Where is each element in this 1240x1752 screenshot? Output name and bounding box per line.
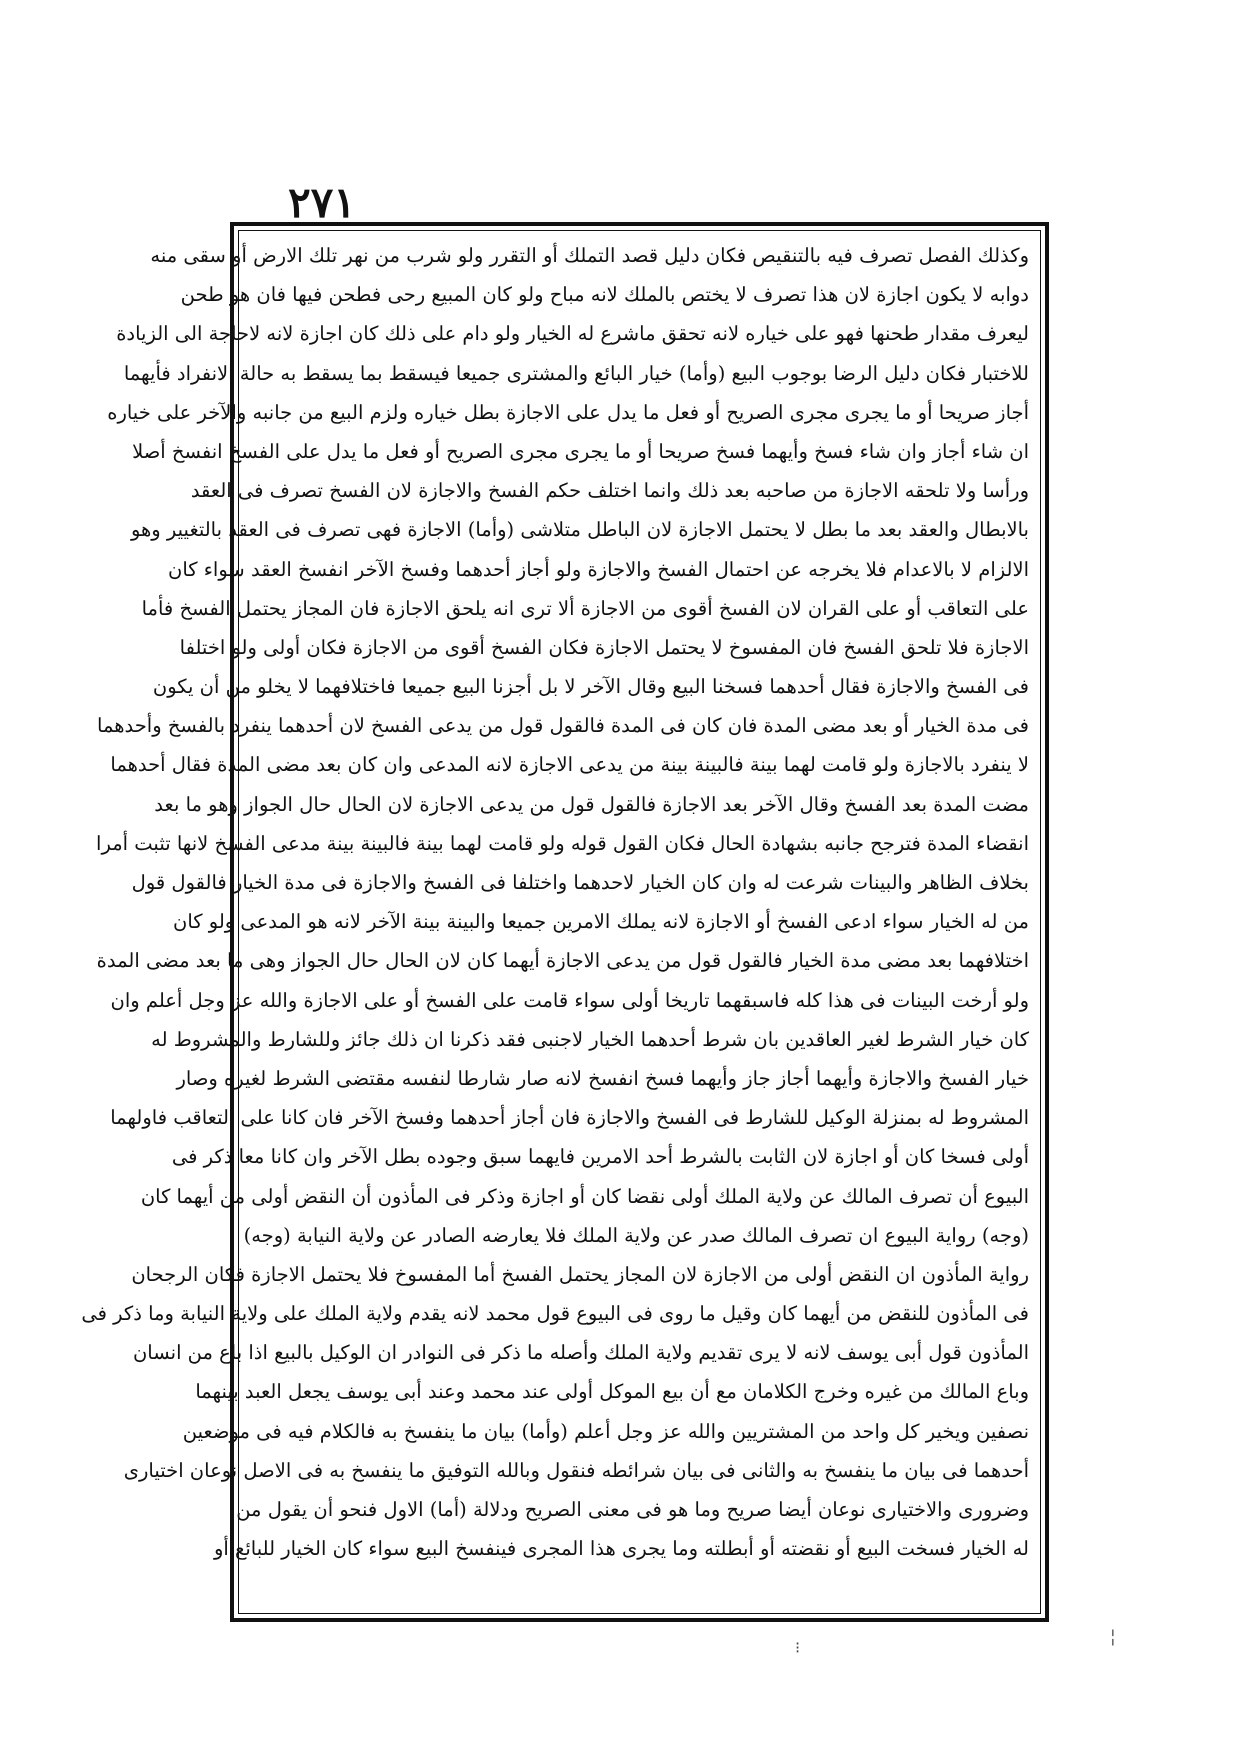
text-line: ورأسا ولا تلحقه الاجازة من صاحبه بعد ذلك وانما اختلف حكم الفسخ والاجازة لان الفسخ تصرف فى العقد [190, 479, 1029, 503]
text-line: الاجازة فلا تلحق الفسخ فان المفسوخ لا يحتمل الاجازة فكان الفسخ أقوى من الاجازة فكان أولى ولو اختلفا [179, 635, 1029, 659]
text-line: لا ينفرد بالاجازة ولو قامت لهما بينة فالبينة بينة من يدعى الاجازة لانه المدعى وان كان بعد مضى المدة فقال أحدهما [110, 753, 1029, 777]
text-line: أجاز صريحا أو ما يجرى مجرى الصريح أو فعل ما يدل على الاجازة بطل خياره ولزم البيع من جانبه والآخر على خياره [107, 400, 1029, 424]
text-line: البيوع أن تصرف المالك عن ولاية الملك أولى نقضا كان أو اجازة وذكر فى المأذون أن النقض أولى من أيهما كان [140, 1184, 1029, 1208]
text-line: كان خيار الشرط لغير العاقدين بان شرط أحدهما الخيار لاجنبى فقد ذكرنا ان ذلك جائز وللشارط والمشروط له [151, 1027, 1029, 1051]
text-line: ان شاء أجاز وان شاء فسخ وأيهما فسخ صريحا أو ما يجرى مجرى الصريح أو فعل ما يدل على الفسخ انفسخ أصلا [132, 439, 1029, 463]
text-line: دوابه لا يكون اجازة لان هذا تصرف لا يختص بالملك لانه مباح ولو كان المبيع رحى فطحن فيها فان هو طحن [180, 283, 1029, 307]
text-line: فى الفسخ والاجازة فقال أحدهما فسخنا البيع وقال الآخر لا بل أجزنا البيع جميعا فاختلافهما لا يخلو من أن يكون [152, 675, 1029, 699]
text-line: نصفين ويخير كل واحد من المشتريين والله عز وجل أعلم (وأما) بيان ما ينفسخ به فالكلام فيه فى موضعين [182, 1419, 1029, 1443]
text-line: أحدهما فى بيان ما ينفسخ به والثانى فى بيان شرائطه فنقول وبالله التوفيق ما ينفسخ به فى الاصل نوعان اختيارى [123, 1458, 1029, 1482]
text-line: وضرورى والاختيارى نوعان أيضا صريح وما هو فى معنى الصريح ودلالة (أما) الاول فنحو أن يقول من [236, 1498, 1029, 1521]
text-line: مضت المدة بعد الفسخ وقال الآخر بعد الاجازة فالقول قول من يدعى الاجازة لان الحال حال الجواز وهو ما بعد [154, 792, 1029, 816]
text-line: انقضاء المدة فترجح جانبه بشهادة الحال فكان القول قوله ولو قامت لهما بينة فالبينة بينة مدعى الفسخ لانها تثبت أمرا [96, 831, 1029, 855]
scan-speck: ⁝ [795, 1638, 801, 1657]
text-line: اختلافهما بعد مضى مدة الخيار فالقول قول من يدعى الاجازة أيهما كان لان الحال حال الجواز وهى ما بعد مضى المدة [96, 949, 1029, 973]
text-line: الالزام لا بالاعدام فلا يخرجه عن احتمال الفسخ والاجازة ولو أجاز أحدهما وفسخ الآخر انفسخ العقد سواء كان [168, 557, 1029, 581]
text-line: وباع المالك من غيره وخرج الكلامان مع أن بيع الموكل أولى عند محمد وعند أبى يوسف يجعل العبد بينهما [195, 1380, 1029, 1404]
text-line: بخلاف الظاهر والبينات شرعت له وان كان الخيار لاحدهما واختلفا فى الفسخ والاجازة فى مدة الخيار فالقول قول [131, 871, 1029, 894]
text-line: المأذون قول أبى يوسف لانه لا يرى تقديم ولاية الملك وأصله ما ذكر فى النوادر ان الوكيل بالبيع اذا باع من انسان [132, 1341, 1029, 1365]
text-line: أولى فسخا كان أو اجازة لان الثابت بالشرط أحد الامرين فايهما سبق وجوده بطل الآخر وان كانا معا ذكر فى [171, 1145, 1029, 1169]
text-line: رواية المأذون ان النقض أولى من الاجازة لان المجاز يحتمل الفسخ أما المفسوخ فلا يحتمل الاجازة فكان الرجحان [131, 1262, 1029, 1286]
page-body [81, 236, 1029, 1608]
scan-speck: ╎ [1108, 1628, 1118, 1647]
text-line: فى مدة الخيار أو بعد مضى المدة فان كان فى المدة فالقول قول من يدعى الفسخ لان أحدهما ينفرد بالفسخ وأحدهما [97, 714, 1029, 738]
text-line: له الخيار فسخت البيع أو نقضته أو أبطلته وما يجرى هذا المجرى فينفسخ البيع سواء كان الخيار للبائع أو [213, 1537, 1029, 1561]
text-line: (وجه) رواية البيوع ان تصرف المالك صدر عن ولاية الملك فلا يعارضه الصادر عن ولاية النيابة (وجه) [243, 1223, 1029, 1247]
text-line: وكذلك الفصل تصرف فيه بالتنقيص فكان دليل قصد التملك أو التقرر ولو شرب من نهر تلك الارض أو سقى منه [150, 244, 1029, 267]
text-line: خيار الفسخ والاجازة وأيهما أجاز جاز وأيهما فسخ انفسخ لانه صار شارطا لنفسه مقتضى الشرط لغيره وصار [176, 1066, 1029, 1090]
text-line: المشروط له بمنزلة الوكيل للشارط فى الفسخ والاجازة فان أجاز أحدهما وفسخ الآخر فان كانا على التعاقب فاولهما [110, 1106, 1029, 1130]
text-line: ليعرف مقدار طحنها فهو على خياره لانه تحقق ماشرع له الخيار ولو دام على ذلك كان اجازة لانه لاحاجة الى الزيادة [116, 322, 1029, 346]
text-line: بالابطال والعقد بعد ما بطل لا يحتمل الاجازة لان الباطل متلاشى (وأما) الاجازة فهى تصرف فى العقد بالتغيير وهو [130, 518, 1029, 542]
text-line: من له الخيار سواء ادعى الفسخ أو الاجازة لانه يملك الامرين جميعا والبينة بينة الآخر لانه هو المدعى ولو كان [173, 910, 1029, 934]
text-line: للاختبار فكان دليل الرضا بوجوب البيع (وأما) خيار البائع والمشترى جميعا فيسقط بما يسقط به حالة الانفراد فأيهما [123, 361, 1029, 385]
page-number: ٢٧١ [288, 178, 356, 227]
text-line: فى المأذون للنقض من أيهما كان وقيل ما روى فى البيوع قول محمد لانه يقدم ولاية الملك على ولاية النيابة وما ذكر فى [81, 1302, 1029, 1326]
text-line: ولو أرخت البينات فى هذا كله فاسبقهما تاريخا أولى سواء قامت على الفسخ أو على الاجازة والله عز وجل أعلم وان [110, 988, 1029, 1012]
text-line: على التعاقب أو على القران لان الفسخ أقوى من الاجازة ألا ترى انه يلحق الاجازة فان المجاز يحتمل الفسخ فأما [141, 596, 1029, 620]
